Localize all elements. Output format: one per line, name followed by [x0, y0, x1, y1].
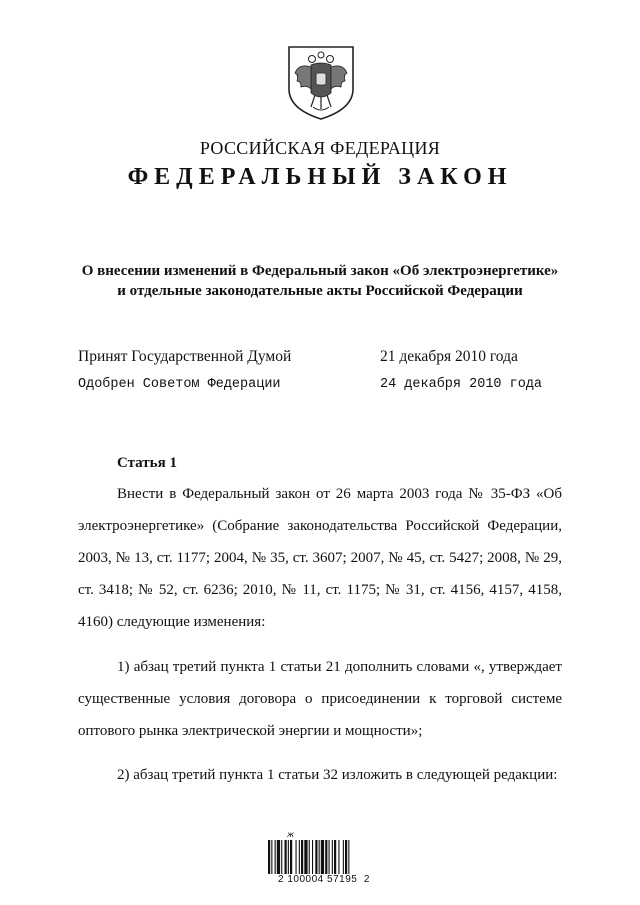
barcode-number: 2 100004 57195 2: [278, 874, 370, 885]
adopted-by: Принят Государственной Думой: [78, 348, 292, 365]
law-title-line-2: и отдельные законодательные акты Российской Федерации: [117, 283, 523, 299]
barcode-bar: [345, 840, 347, 874]
barcode-bar: [338, 840, 339, 874]
barcode-bar: [271, 840, 272, 874]
amendment-item-2-text: 2) абзац третий пункта 1 статьи 32 изложить в следующей редакции:: [117, 767, 558, 783]
barcode-bar: [301, 840, 303, 874]
barcode-bar: [312, 840, 313, 874]
barcode-bar: [348, 840, 349, 874]
barcode-bar: [290, 840, 292, 874]
barcode-bar: [334, 840, 336, 874]
approved-by: Одобрен Советом Федерации: [78, 377, 281, 392]
barcode-bar: [285, 840, 287, 874]
barcode-bar: [275, 840, 276, 874]
amendment-item-1: [78, 651, 562, 747]
barcode: [262, 830, 386, 886]
barcode-bar: [299, 840, 300, 874]
barcode-bar: [309, 840, 310, 874]
amendment-item-1-text: 1) абзац третий пункта 1 статьи 21 дополнить словами «, утверждает существенные условия договора о присоединении к торговой системе оптового рынка электрической энергии и мощности»;: [78, 659, 562, 739]
barcode-bar: [288, 840, 289, 874]
law-title: [60, 261, 580, 301]
country-name: РОССИЙСКАЯ ФЕДЕРАЦИЯ: [199, 138, 441, 158]
article-paragraph: [78, 478, 562, 638]
barcode-mark: ж: [287, 830, 295, 839]
article-heading: Статья 1: [117, 455, 177, 471]
barcode-bar: [332, 840, 333, 874]
barcode-bar: [296, 840, 297, 874]
barcode-bar: [329, 840, 330, 874]
approved-date: 24 декабря 2010 года: [380, 377, 543, 392]
adopted-date: 21 декабря 2010 года: [380, 348, 518, 365]
document-type: ФЕДЕРАЛЬНЫЙ ЗАКОН: [127, 164, 513, 190]
article-paragraph-text: Внести в Федеральный закон от 26 марта 2003 года № 35-ФЗ «Об электроэнергетике» (Собрание законодательства Российской Федерации, 2003, № 13, ст. 1177; 2004, № 35, ст. 3607; 2007, № 45, ст. 5427; 2008, № 29, ст. 3418; № 52, ст. 6236; 2010, № 11, ст. 1175; № 31, ст. 4156, 4157, 4158, 4160) следующие изменения:: [78, 486, 562, 630]
barcode-bar: [268, 840, 270, 874]
law-title-line-1: О внесении изменений в Федеральный закон «Об электроэнергетике»: [81, 263, 559, 279]
barcode-bar: [325, 840, 327, 874]
barcode-bar: [277, 840, 280, 874]
barcode-bar: [321, 840, 324, 874]
barcode-bar: [319, 840, 320, 874]
barcode-bar: [343, 840, 344, 874]
coat-of-arms-icon: [287, 45, 355, 121]
barcode-bar: [315, 840, 317, 874]
amendment-item-2: [78, 759, 562, 791]
barcode-bars: [268, 840, 380, 874]
barcode-bar: [281, 840, 282, 874]
barcode-bar: [304, 840, 307, 874]
